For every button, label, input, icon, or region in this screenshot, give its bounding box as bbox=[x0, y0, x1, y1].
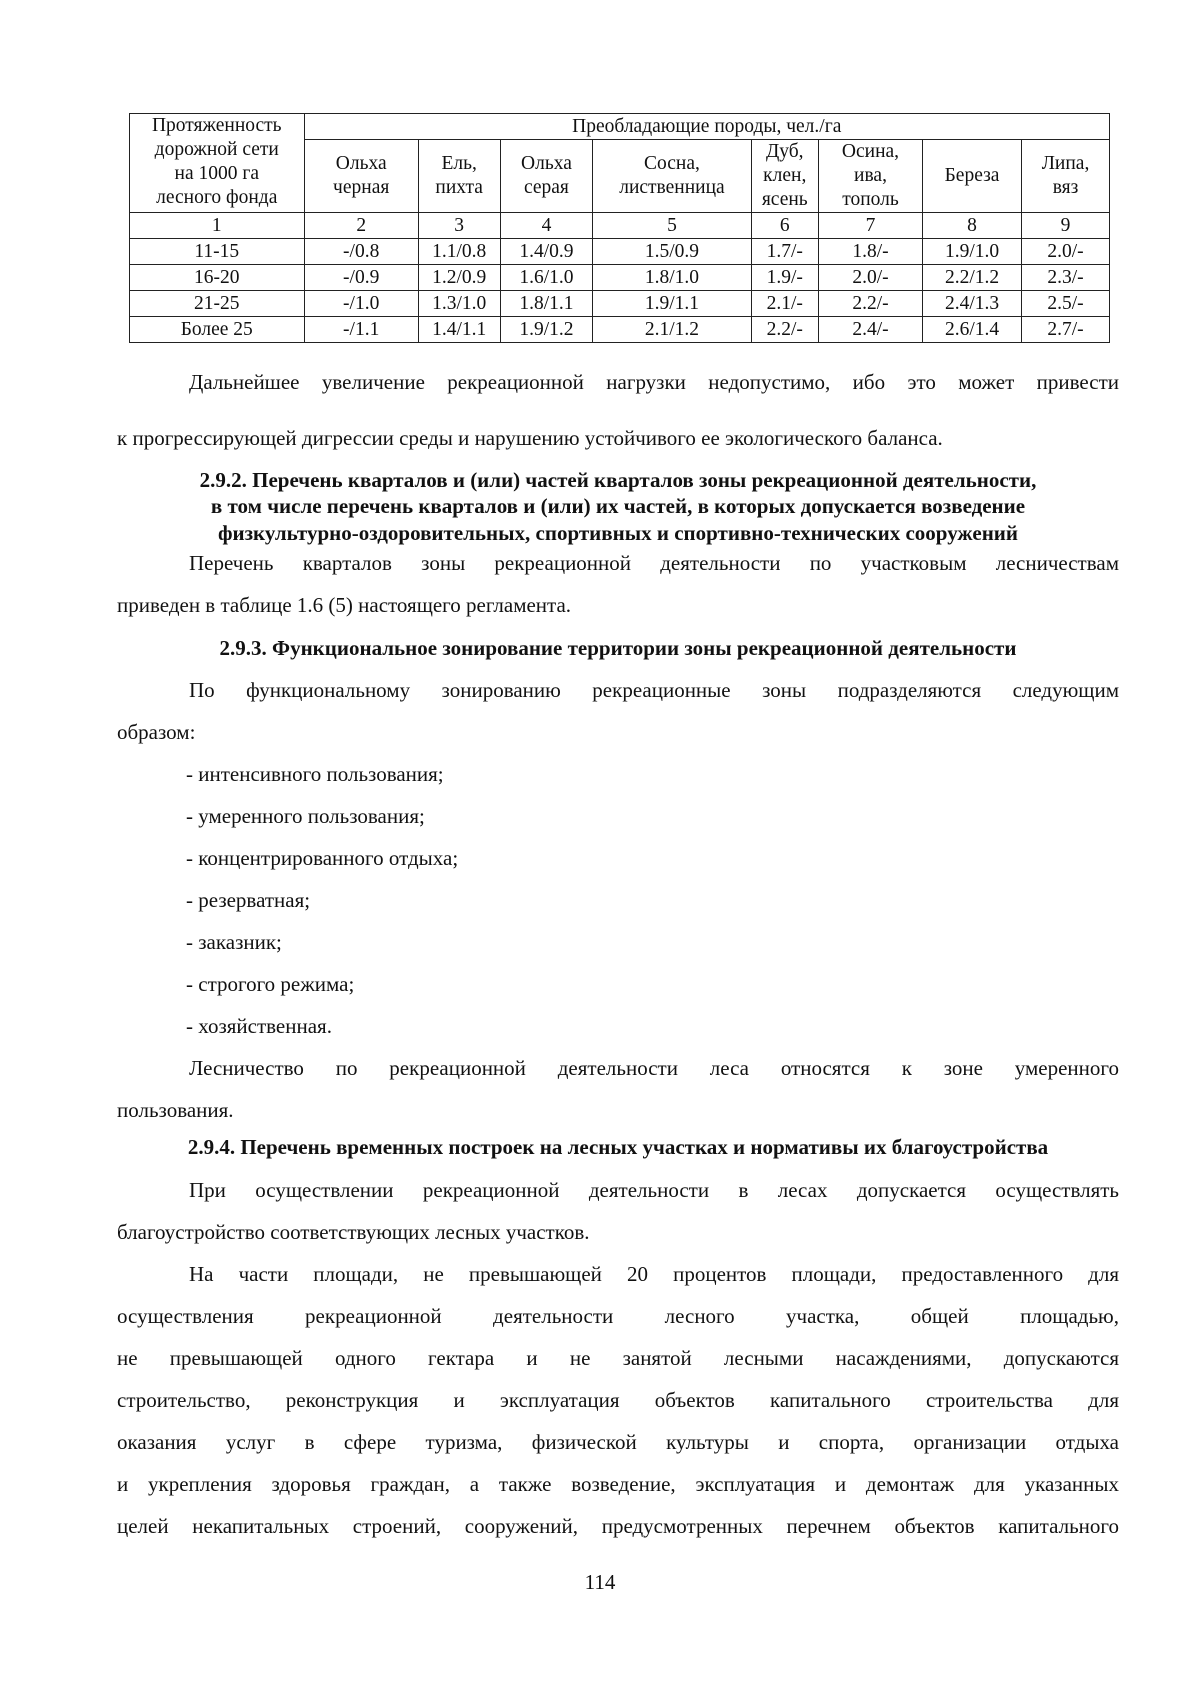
col-number: 1 bbox=[130, 213, 305, 239]
table-cell: 2.0/- bbox=[818, 265, 922, 291]
table-cell: 1.7/- bbox=[751, 239, 818, 265]
paragraph-line: благоустройство соответствующих лесных участков. bbox=[117, 1220, 590, 1244]
paragraph-line: оказания услуг в сфере туризма, физической культуры и спорта, организации отдыха bbox=[117, 1430, 1119, 1454]
table-cell: 2.7/- bbox=[1022, 317, 1110, 343]
table-cell: 1.9/1.2 bbox=[500, 317, 593, 343]
paragraph-line: На части площади, не превышающей 20 процентов площади, предоставленного для bbox=[189, 1262, 1119, 1286]
paragraph-line: строительство, реконструкция и эксплуатация объектов капитального строительства для bbox=[117, 1388, 1119, 1412]
paragraph-line: образом: bbox=[117, 720, 196, 744]
col-number: 2 bbox=[304, 213, 418, 239]
table-cell: 2.2/- bbox=[751, 317, 818, 343]
section-heading-2-9-2: физкультурно-оздоровительных, спортивных и спортивно-технических сооружений bbox=[217, 521, 1018, 545]
paragraph-line: осуществления рекреационной деятельности лесного участка, общей площадью, bbox=[117, 1304, 1119, 1328]
header-road-network: Протяженность дорожной сети на 1000 га лесного фонда bbox=[130, 114, 305, 213]
section-heading-2-9-2: 2.9.2. Перечень кварталов и (или) частей кварталов зоны рекреационной деятельности, bbox=[199, 468, 1037, 492]
list-item: - умеренного пользования; bbox=[186, 804, 425, 828]
section-heading-2-9-4: 2.9.4. Перечень временных построек на лесных участках и нормативы их благоустройства bbox=[187, 1135, 1049, 1159]
table-cell: -/0.8 bbox=[304, 239, 418, 265]
table-cell: 1.3/1.0 bbox=[418, 291, 500, 317]
table-cell: 1.1/0.8 bbox=[418, 239, 500, 265]
table-cell: 1.9/- bbox=[751, 265, 818, 291]
table-cell: 16-20 bbox=[130, 265, 305, 291]
header-species: Дуб, клен, ясень bbox=[751, 140, 818, 213]
table-cell: 1.2/0.9 bbox=[418, 265, 500, 291]
table-cell: 1.4/0.9 bbox=[500, 239, 593, 265]
table-cell: -/1.1 bbox=[304, 317, 418, 343]
table-cell: 1.9/1.0 bbox=[923, 239, 1022, 265]
table-row bbox=[130, 265, 1110, 291]
col-number: 7 bbox=[818, 213, 922, 239]
table-cell: 2.6/1.4 bbox=[923, 317, 1022, 343]
section-heading-2-9-3: 2.9.3. Функциональное зонирование территории зоны рекреационной деятельности bbox=[219, 636, 1017, 660]
table-cell: 2.4/1.3 bbox=[923, 291, 1022, 317]
paragraph-line: не превышающей одного гектара и не занятой лесными насаждениями, допускаются bbox=[117, 1346, 1119, 1370]
table-cell: 2.2/- bbox=[818, 291, 922, 317]
table-cell: 21-25 bbox=[130, 291, 305, 317]
paragraph-line: к прогрессирующей дигрессии среды и нарушению устойчивого ее экологического баланса. bbox=[117, 426, 943, 450]
col-number: 9 bbox=[1022, 213, 1110, 239]
header-species: Сосна, лиственница bbox=[593, 140, 751, 213]
paragraph-line: и укрепления здоровья граждан, а также возведение, эксплуатация и демонтаж для указанных bbox=[117, 1472, 1119, 1496]
paragraph-line: Перечень кварталов зоны рекреационной деятельности по участковым лесничествам bbox=[189, 551, 1119, 575]
table-cell: 2.1/- bbox=[751, 291, 818, 317]
table-cell: 2.3/- bbox=[1022, 265, 1110, 291]
header-species: Береза bbox=[923, 140, 1022, 213]
table-row bbox=[130, 291, 1110, 317]
table-row bbox=[130, 317, 1110, 343]
table-cell: 11-15 bbox=[130, 239, 305, 265]
paragraph-line: пользования. bbox=[117, 1098, 234, 1122]
col-number: 4 bbox=[500, 213, 593, 239]
table-cell: 1.8/- bbox=[818, 239, 922, 265]
header-species-group: Преобладающие породы, чел./га bbox=[304, 114, 1109, 140]
table-cell: 1.9/1.1 bbox=[593, 291, 751, 317]
paragraph-line: Дальнейшее увеличение рекреационной нагрузки недопустимо, ибо это может привести bbox=[189, 370, 1119, 394]
header-species: Ольха черная bbox=[304, 140, 418, 213]
recreation-load-table bbox=[129, 113, 1110, 343]
col-number: 3 bbox=[418, 213, 500, 239]
list-item: - резерватная; bbox=[186, 888, 311, 912]
paragraph-line: При осуществлении рекреационной деятельности в лесах допускается осуществлять bbox=[189, 1178, 1119, 1202]
col-number: 8 bbox=[923, 213, 1022, 239]
list-item: - строгого режима; bbox=[186, 972, 355, 996]
header-species: Осина, ива, тополь bbox=[818, 140, 922, 213]
table-row bbox=[130, 239, 1110, 265]
paragraph-line: По функциональному зонированию рекреационные зоны подразделяются следующим bbox=[189, 678, 1119, 702]
table-cell: 2.0/- bbox=[1022, 239, 1110, 265]
table-cell: 1.8/1.0 bbox=[593, 265, 751, 291]
table-cell: 1.8/1.1 bbox=[500, 291, 593, 317]
table-cell: Более 25 bbox=[130, 317, 305, 343]
table-cell: 2.4/- bbox=[818, 317, 922, 343]
header-species: Липа, вяз bbox=[1022, 140, 1110, 213]
header-species: Ольха серая bbox=[500, 140, 593, 213]
table-cell: -/0.9 bbox=[304, 265, 418, 291]
table-cell: 1.5/0.9 bbox=[593, 239, 751, 265]
list-item: - хозяйственная. bbox=[186, 1014, 332, 1038]
table-cell: 2.5/- bbox=[1022, 291, 1110, 317]
col-number: 6 bbox=[751, 213, 818, 239]
list-item: - интенсивного пользования; bbox=[186, 762, 444, 786]
col-number: 5 bbox=[593, 213, 751, 239]
paragraph-line: Лесничество по рекреационной деятельности леса относятся к зоне умеренного bbox=[189, 1056, 1119, 1080]
table-cell: -/1.0 bbox=[304, 291, 418, 317]
page-number: 114 bbox=[584, 1570, 616, 1594]
section-heading-2-9-2: в том числе перечень кварталов и (или) их частей, в которых допускается возведение bbox=[210, 494, 1026, 518]
table-cell: 1.4/1.1 bbox=[418, 317, 500, 343]
list-item: - концентрированного отдыха; bbox=[186, 846, 459, 870]
paragraph-line: целей некапитальных строений, сооружений, предусмотренных перечнем объектов капитального bbox=[117, 1514, 1119, 1538]
table-cell: 2.1/1.2 bbox=[593, 317, 751, 343]
column-number-row bbox=[130, 213, 1110, 239]
header-species: Ель, пихта bbox=[418, 140, 500, 213]
table-cell: 2.2/1.2 bbox=[923, 265, 1022, 291]
table-cell: 1.6/1.0 bbox=[500, 265, 593, 291]
list-item: - заказник; bbox=[186, 930, 282, 954]
paragraph-line: приведен в таблице 1.6 (5) настоящего регламента. bbox=[117, 593, 572, 617]
